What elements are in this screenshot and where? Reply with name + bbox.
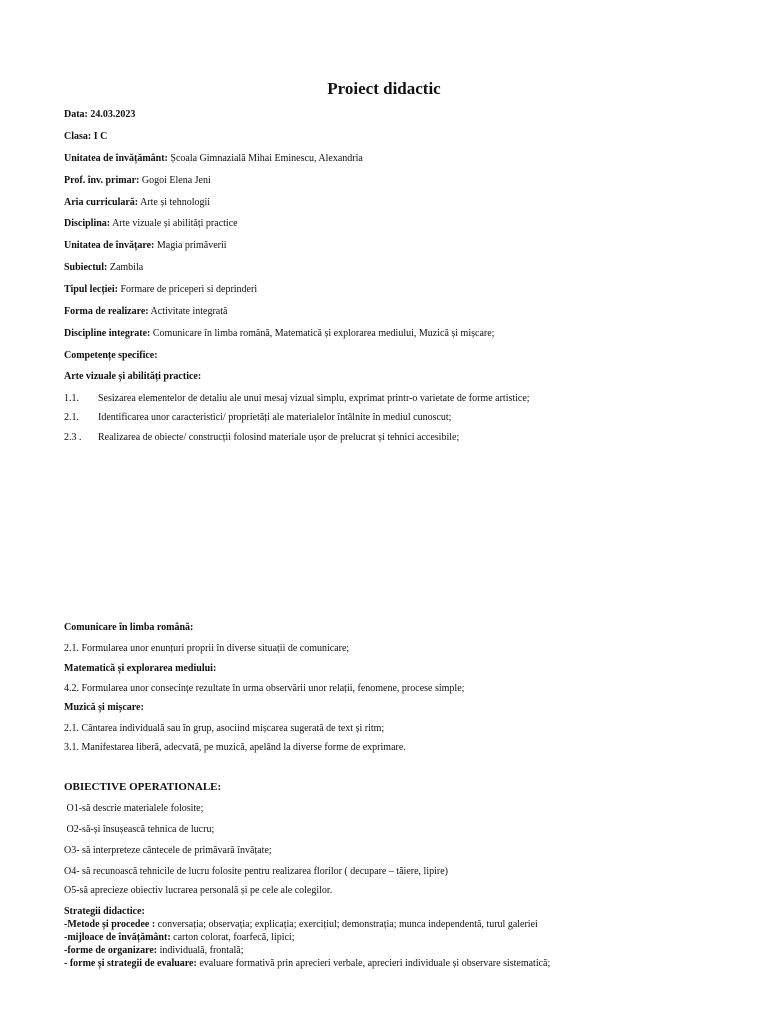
field-label: Tipul lecției:: [64, 284, 118, 295]
field-label: Aria curriculară:: [64, 197, 139, 208]
page-title: Proiect didactic: [327, 79, 441, 98]
section-heading-arte: [64, 370, 201, 383]
field-label: Discipline integrate:: [64, 328, 151, 339]
field-clasa: [64, 130, 107, 143]
field-disciplina: [64, 217, 238, 230]
field-value: Arte vizuale și abilități practice: [110, 218, 238, 229]
field-value: Formare de priceperi si deprinderi: [117, 284, 258, 295]
section-heading-matematica: Matematică și explorarea mediului:: [64, 663, 217, 674]
field-data: [64, 108, 135, 121]
field-unitatea-invatare: [64, 239, 227, 252]
field-competente-specifice: [64, 349, 158, 362]
item-number: 2.1.: [64, 412, 79, 423]
field-aria-curriculara: [64, 196, 210, 209]
field-label: Disciplina:: [64, 218, 111, 229]
muzica-item: 2.1. Cântarea individuală sau în grup, asociind mișcarea sugerată de text și ritm;: [64, 723, 385, 734]
objective-item: O3- să interpreteze cântecele de primăvară învățate;: [64, 845, 272, 856]
objective-item: O2-să-și însușească tehnica de lucru;: [64, 824, 215, 835]
field-profesor: [64, 174, 211, 187]
field-label: Subiectul:: [64, 262, 108, 273]
field-value: Gogoi Elena Jeni: [139, 175, 211, 186]
section-heading-comunicare: Comunicare în limba română:: [64, 622, 194, 633]
section-heading-strategii: Strategii didactice:: [64, 906, 145, 917]
item-number: 2.3 .: [64, 432, 82, 443]
field-forma-realizare: [64, 305, 227, 318]
strategy-label: - forme și strategii de evaluare:: [64, 958, 197, 969]
item-text: Identificarea unor caracteristici/ proprietăți ale materialelor întâlnite în mediul cunoscut;: [98, 412, 452, 423]
item-number: 1.1.: [64, 393, 79, 404]
field-value: Arte și tehnologii: [138, 197, 211, 208]
field-value: Magia primăverii: [154, 240, 227, 251]
strategy-value: conversația; observația; explicația; exercițiul; demonstrația; munca independentă, turul galeriei: [155, 919, 538, 930]
strategy-value: carton colorat, foarfecă, lipici;: [170, 932, 295, 943]
section-heading-obiective: OBIECTIVE OPERATIONALE:: [64, 781, 222, 793]
strategy-value: evaluare formativă prin aprecieri verbale, aprecieri individuale și observare sistematică;: [196, 958, 551, 969]
field-value: Școala Gimnazială Mihai Eminescu, Alexandria: [167, 153, 363, 164]
arte-item: [64, 431, 459, 444]
strategy-line: [64, 944, 244, 957]
objective-item: O5-să aprecieze obiectiv lucrarea personală și pe cele ale colegilor.: [64, 885, 333, 896]
field-label: Arte vizuale și abilități practice:: [64, 371, 202, 382]
section-heading-muzica: Muzică și mișcare:: [64, 702, 144, 713]
item-text: Sesizarea elementelor de detaliu ale unui mesaj vizual simplu, exprimat printr-o varietate de forme artistice;: [98, 393, 530, 404]
field-label: Data: 24.03.2023: [64, 109, 136, 120]
field-discipline-integrate: [64, 327, 494, 340]
field-label: Clasa: I C: [64, 131, 108, 142]
strategy-label: -Metode și procedee :: [64, 919, 156, 930]
arte-item: [64, 392, 530, 405]
strategy-line: [64, 918, 538, 931]
field-value: Activitate integrată: [148, 306, 228, 317]
strategy-label: -mijloace de învățământ:: [64, 932, 171, 943]
field-label: Forma de realizare:: [64, 306, 149, 317]
strategy-line: [64, 957, 550, 970]
strategy-value: individuală, frontală;: [157, 945, 244, 956]
field-label: Competențe specifice:: [64, 350, 158, 361]
field-label: Prof. înv. primar:: [64, 175, 140, 186]
field-unitatea-invatamant: [64, 152, 363, 165]
field-label: Unitatea de învățământ:: [64, 153, 168, 164]
matematica-item: 4.2. Formularea unor consecințe rezultate în urma observării unor relații, fenomene, procese simple;: [64, 683, 465, 694]
arte-item: [64, 411, 451, 424]
field-subiectul: [64, 261, 143, 274]
field-label: Unitatea de învățare:: [64, 240, 155, 251]
item-text: Realizarea de obiecte/ construcții folosind materiale ușor de prelucrat și tehnici accesibile;: [98, 432, 460, 443]
field-value: Comunicare în limba română, Matematică și explorarea mediului, Muzică și mișcare;: [150, 328, 495, 339]
objective-item: O1-să descrie materialele folosite;: [64, 803, 204, 814]
field-value: Zambila: [107, 262, 144, 273]
field-tipul-lectiei: [64, 283, 257, 296]
muzica-item: 3.1. Manifestarea liberă, adecvată, pe muzică, apelând la diverse forme de exprimare.: [64, 742, 406, 753]
strategy-label: -forme de organizare:: [64, 945, 158, 956]
strategy-line: [64, 931, 294, 944]
comunicare-item: 2.1. Formularea unor enunțuri proprii în diverse situații de comunicare;: [64, 643, 350, 654]
objective-item: O4- să recunoască tehnicile de lucru folosite pentru realizarea florilor ( decupare – tăiere, lipire): [64, 866, 448, 877]
